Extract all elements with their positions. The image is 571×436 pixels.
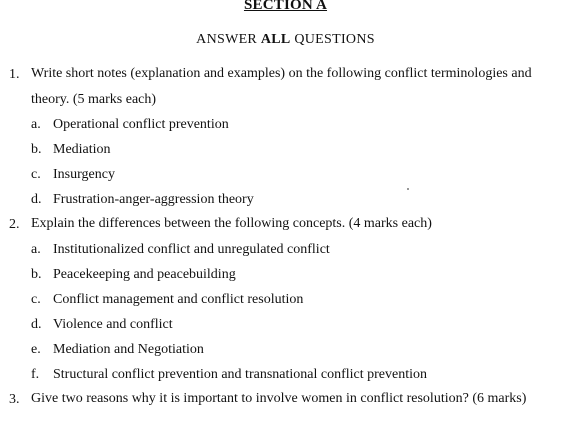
question-2-number: 2. [9, 217, 20, 232]
instruction-line [0, 32, 571, 48]
question-1-text: Write short notes (explanation and examples) on the following conflict terminologies and theory. (5 marks each) [31, 66, 532, 107]
question-3-text: Give two reasons why it is important to involve women in conflict resolution? (6 marks) [31, 391, 527, 406]
scan-speck [407, 188, 409, 190]
instruction-emphasis: ALL [260, 32, 291, 47]
question-3-number: 3. [9, 392, 20, 407]
item-text: Insurgency [53, 167, 115, 182]
item-text: Violence and conflict [53, 317, 173, 332]
item-letter: b. [31, 142, 42, 157]
item-letter: b. [31, 267, 42, 282]
item-text: Operational conflict prevention [53, 117, 229, 132]
section-title: SECTION A [243, 0, 328, 13]
item-letter: f. [31, 367, 40, 382]
item-text: Peacekeeping and peacebuilding [53, 267, 236, 282]
item-text: Structural conflict prevention and transnational conflict prevention [53, 367, 427, 382]
item-text: Mediation and Negotiation [53, 342, 204, 357]
instruction-prefix: ANSWER [196, 32, 261, 47]
question-2-text: Explain the differences between the following concepts. (4 marks each) [31, 216, 432, 231]
item-letter: c. [31, 292, 41, 307]
question-1-number: 1. [9, 67, 20, 82]
item-text: Mediation [53, 142, 111, 157]
item-letter: a. [31, 117, 41, 132]
instruction-suffix: QUESTIONS [290, 32, 375, 47]
item-letter: d. [31, 192, 42, 207]
item-letter: c. [31, 167, 41, 182]
item-text: Institutionalized conflict and unregulated conflict [53, 242, 330, 257]
item-text: Frustration-anger-aggression theory [53, 192, 254, 207]
item-letter: e. [31, 342, 41, 357]
item-letter: d. [31, 317, 42, 332]
item-text: Conflict management and conflict resolution [53, 292, 304, 307]
item-letter: a. [31, 242, 41, 257]
